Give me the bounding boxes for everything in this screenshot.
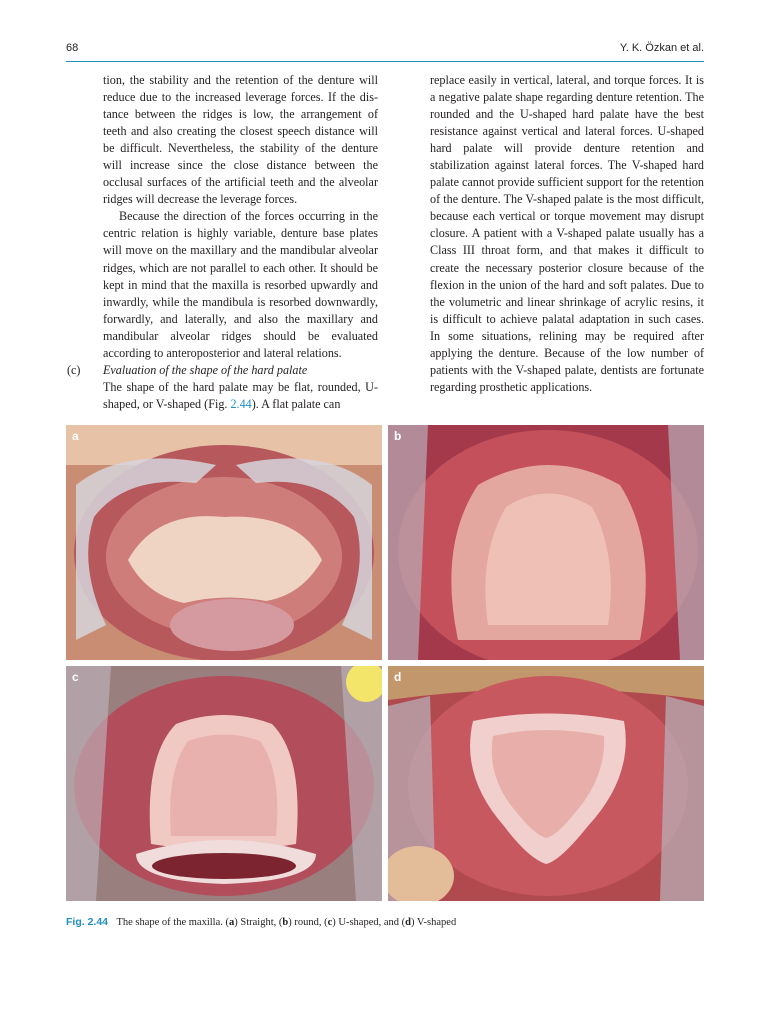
right-column [430, 72, 704, 396]
panel-label: a [72, 429, 79, 443]
paragraph: replace easily in vertical, lateral, and torque forces. It is a negative palate shape regarding denture retention. The rounded and the U-shaped hard palate have the best resistance against vertical and lateral forces. U-shaped hard palate will provide denture retention and stabilization against lateral forces. The V-shaped hard palate cannot provide sufficient support for the retention of the denture. The V-shaped palate is the most difficult, because each vertical or torque movement may disrupt closure. A patient with a V-shaped palate usually has a Class III throat form, and that makes it difficult to create the necessary posterior closure because of the flexion in the union of the hard and soft palates. Due to the volumetric and linear shrinkage of acrylic resins, it is difficult to achieve palatal adaptation in such cases. In some situations, relining may be required after applying the denture. Because of the low number of patients with the V-shaped palate, dentists are fortunate regarding prosthetic applications. [430, 73, 704, 394]
running-head: Y. K. Özkan et al. [619, 42, 704, 54]
caption-letter: d [405, 917, 411, 928]
caption-letter: c [327, 917, 333, 928]
header-rule [66, 61, 704, 62]
caption-part: ) U-shaped, and ( [332, 917, 406, 928]
page-header [66, 42, 704, 60]
figure-caption [66, 915, 704, 930]
section-label: (c) [67, 362, 81, 377]
caption-part: ) round, ( [288, 917, 328, 928]
figure-link[interactable]: 2.44 [230, 396, 252, 411]
left-column [67, 72, 378, 413]
panel-label: b [394, 429, 402, 443]
paragraph-text: ). A flat palate can [251, 396, 341, 411]
paragraph: Because the direction of the forces occurring in the centric relation is highly variable, denture base plates will move on the maxillary and the mandibular alveolar ridges, which are not parallel to each other. It should be kept in mind that the maxilla is resorbed upwardly and inwardly, while the mandibula is resorbed downwardly, forwardly, and laterally, and also the maxillary and mandibular alveolar ridges should be evaluated according to anteroposterior and lateral relations. [103, 209, 378, 360]
palate-photo-v-shaped [388, 666, 704, 901]
caption-letter: a [229, 917, 235, 928]
palate-photo-round [388, 425, 704, 660]
figure-2-44 [66, 425, 704, 901]
caption-text [116, 917, 456, 928]
panel-label: d [394, 670, 402, 684]
paragraph: tion, the stability and the retention of the denture will reduce due to the increased leverage forces. If the distance between the ridges is low, the arrangement of teeth and also creating the closest speech distance will be difficult. Nevertheless, the stability of the denture will increase since the close distance between the occlusal surfaces of the artificial teeth and the alveolar ridges will decrease the leverage forces. [103, 73, 378, 207]
palate-photo-flat [66, 425, 382, 660]
figure-number: Fig. 2.44 [66, 916, 109, 928]
section-title: Evaluation of the shape of the hard palate [103, 362, 308, 377]
caption-part: ) V-shaped [411, 917, 457, 928]
paragraph-text: The shape of the hard palate may be flat, rounded, U-shaped, or V-shaped (Fig. [103, 379, 378, 411]
page-number: 68 [66, 42, 79, 54]
panel-label: c [72, 670, 79, 684]
section-heading [67, 362, 378, 379]
caption-part: ) Straight, ( [234, 917, 283, 928]
caption-letter: b [282, 917, 289, 928]
palate-photo-u-shaped [66, 666, 382, 901]
paragraph [103, 379, 378, 413]
caption-part: The shape of the maxilla. ( [116, 917, 229, 928]
